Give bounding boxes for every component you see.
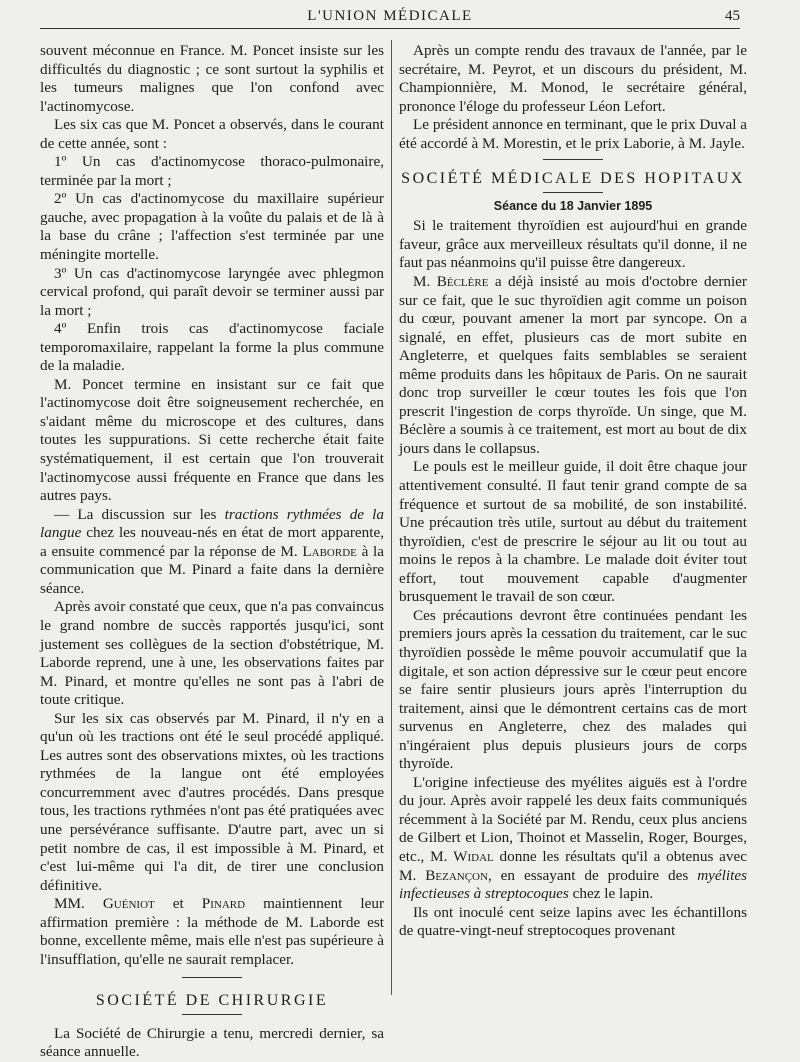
paragraph: La Société de Chirurgie a tenu, mercredi dernier, sa séance annuelle. bbox=[40, 1024, 384, 1061]
section-title-chirurgie: SOCIÉTÉ DE CHIRURGIE bbox=[95, 992, 329, 1010]
paragraph: Les six cas que M. Poncet a observés, dans le courant de cette année, sont : bbox=[40, 116, 384, 152]
paragraph: Après avoir constaté que ceux, que n'a pas convaincus le grand nombre de succès rapportés jusqu'ici, sont justement ses collègues de la section d'obstétrique, M. Laborde reprend, une à une, les observations faites par M. Pinard, et montre qu'elles ne sont pas à l'abri de toute critique. bbox=[40, 598, 384, 709]
paragraph: Ils ont inoculé cent seize lapins avec les échantillons de quatre-vingt-neuf streptocoques provenant bbox=[399, 903, 747, 940]
paragraph: Le président annonce en terminant, que le prix Duval a été accordé à M. Morestin, et le prix Laborie, à M. Jayle. bbox=[399, 116, 747, 152]
text-run: chez le lapin. bbox=[568, 885, 654, 903]
text-run: L'origine infectieuse des myélites aiguës est à l'ordre du jour. Après avoir rappelé les deux faits communiqués récemment à la Société par M. Rendu, ceux plus anciens de Gilbert et Lion, Thoinot et Masselin, Roger, Bourges, etc., M. bbox=[399, 773, 747, 865]
paragraph: Si le traitement thyroïdien est aujourd'hui en grande faveur, grâce aux merveilleux résultats qu'il donne, il ne faut pas néanmoins qu'il puisse être dangereux. bbox=[399, 217, 747, 272]
text-run: — La discussion sur les bbox=[54, 505, 225, 523]
page-number: 45 bbox=[725, 8, 740, 24]
italic-term: myélites infectieuses à streptocoques bbox=[399, 866, 747, 903]
section-rule bbox=[182, 977, 242, 978]
paragraph: souvent méconnue en France. M. Poncet insiste sur les difficultés du diagnostic ; ce sont surtout la syphilis et les tumeurs malignes que l'on confond avec l'actinomycose. bbox=[40, 42, 384, 115]
text-run: M. bbox=[413, 273, 437, 291]
paragraph bbox=[399, 273, 747, 458]
person-name: Bezançon bbox=[425, 866, 488, 884]
paragraph: 2º Un cas d'actinomycose du maxillaire supérieur gauche, avec propagation à la voûte du palais et de là à la base du crâne ; l'affection s'est terminée par une méningite mortelle. bbox=[40, 190, 384, 264]
page-header bbox=[40, 6, 740, 29]
text-run: et bbox=[154, 895, 202, 913]
person-name: Pinard bbox=[201, 895, 246, 913]
paragraph: M. Poncet termine en insistant sur ce fait que l'actinomycose doit être soigneusement recherchée, en s'aidant même du microscope et des cultures, dans toutes les suppurations. Si cette recherche était faite systématiquement, il est certain que l'on trouverait l'actinomycose aussi fréquente en France que dans les autres pays. bbox=[40, 375, 384, 505]
text-run: donne les résultats qu'il a obtenus avec M. bbox=[399, 847, 747, 884]
right-column bbox=[399, 42, 747, 941]
text-run: chez les nouveau-nés en état de mort apparente, a ensuite commencé par la réponse de M. bbox=[40, 524, 384, 560]
running-title: L'UNION MÉDICALE bbox=[307, 8, 473, 24]
session-date: Séance du 18 Janvier 1895 bbox=[493, 198, 653, 213]
section-rule bbox=[182, 1014, 242, 1015]
text-run: , en essayant de produire des bbox=[487, 866, 698, 884]
paragraph: 4º Enfin trois cas d'actinomycose faciale temporomaxilaire, rappelant la forme la plus commune de la maladie. bbox=[40, 320, 384, 375]
person-name: Widal bbox=[453, 847, 494, 865]
paragraph: Ces précautions devront être continuées pendant les premiers jours après la cessation du traitement, car le suc thyroïdien possède le même pouvoir accumulatif que la digitale, et son action dépressive sur le cœur peut encore se faire sentir plusieurs jours après l'interruption du traitement, ainsi que le démontrent certains cas de mort survenus en Angleterre, chez des malades qui n'ingéraient plus depuis plusieurs jours de corps thyroïde. bbox=[399, 606, 747, 773]
person-name: Béclère bbox=[436, 273, 489, 291]
paragraph bbox=[40, 506, 384, 599]
italic-term: tractions rythmées de la langue bbox=[40, 505, 384, 542]
paragraph bbox=[399, 774, 747, 904]
text-run: a déjà insisté au mois d'octobre dernier sur ce fait, que le suc thyroïdien agit comme un poison du cœur, pouvant amener la mort par syncope. On a signalé, en effet, plusieurs cas de mort subite en Angleterre, et quelques faits semblables se seraient même produits dans les hôpitaux de Paris. On ne saurait donc trop surveiller le cœur toutes les fois que l'on prescrit l'ingestion de corps thyroïde. Un singe, que M. Béclère a soumis à ce traitement, est mort au bout de dix jours dans le collapsus. bbox=[399, 273, 747, 457]
text-run: maintiennent leur affirmation première : la méthode de M. Laborde est bonne, excellente même, mais elle n'est pas supérieure à l'insufflation, qu'elle ne saurait remplacer. bbox=[40, 895, 384, 968]
paragraph: Le pouls est le meilleur guide, il doit être chaque jour attentivement consulté. Il faut tenir grand compte de sa fréquence et surtout de sa mobilité, de son instabilité. Une précaution très utile, surtout au début du traitement thyroïdien, c'est de prescrire le séjour au lit ou tout au moins le repos à la chambre. Le malade doit éviter tout effort, tout mouvement capable d'augmenter brusquement le travail de son cœur. bbox=[399, 458, 747, 606]
left-column bbox=[40, 42, 384, 1062]
paragraph: Sur les six cas observés par M. Pinard, il n'y en a qu'un où les tractions ont été le seul procédé appliqué. Les autres sont des observations mixtes, où les tractions rythmées de la langue ont été employées concurremment avec d'autres procédés. Dans presque tous, les tractions rythmées n'ont pas été pratiquées avec une persévérance suffisante. D'autre part, avec un si petit nombre de cas, il est impossible à M. Pinard, et c'est lui-même qui l'a dit, de tirer une conclusion définitive. bbox=[40, 709, 384, 894]
paragraph: 1º Un cas d'actinomycose thoraco-pulmonaire, terminée par la mort ; bbox=[40, 153, 384, 189]
section-title-hopitaux: SOCIÉTÉ MÉDICALE DES HOPITAUX bbox=[401, 170, 745, 188]
section-rule bbox=[543, 159, 603, 160]
column-divider bbox=[391, 40, 392, 995]
section-rule bbox=[543, 192, 603, 193]
paragraph: Après un compte rendu des travaux de l'année, par le secrétaire, M. Peyrot, et un discours du président, M. Championnière, M. Monod, le secrétaire général, prononce l'éloge du professeur Léon Lefort. bbox=[399, 42, 747, 115]
text-run: à la communication que M. Pinard a faite dans la dernière séance. bbox=[40, 542, 384, 597]
person-name: Guéniot bbox=[102, 895, 155, 913]
paragraph: 3º Un cas d'actinomycose laryngée avec phlegmon cervical profond, qui paraît devoir se terminer aussi par la mort ; bbox=[40, 264, 384, 319]
text-run: MM. bbox=[54, 895, 103, 913]
person-name: Laborde bbox=[302, 542, 357, 560]
paragraph bbox=[40, 895, 384, 969]
